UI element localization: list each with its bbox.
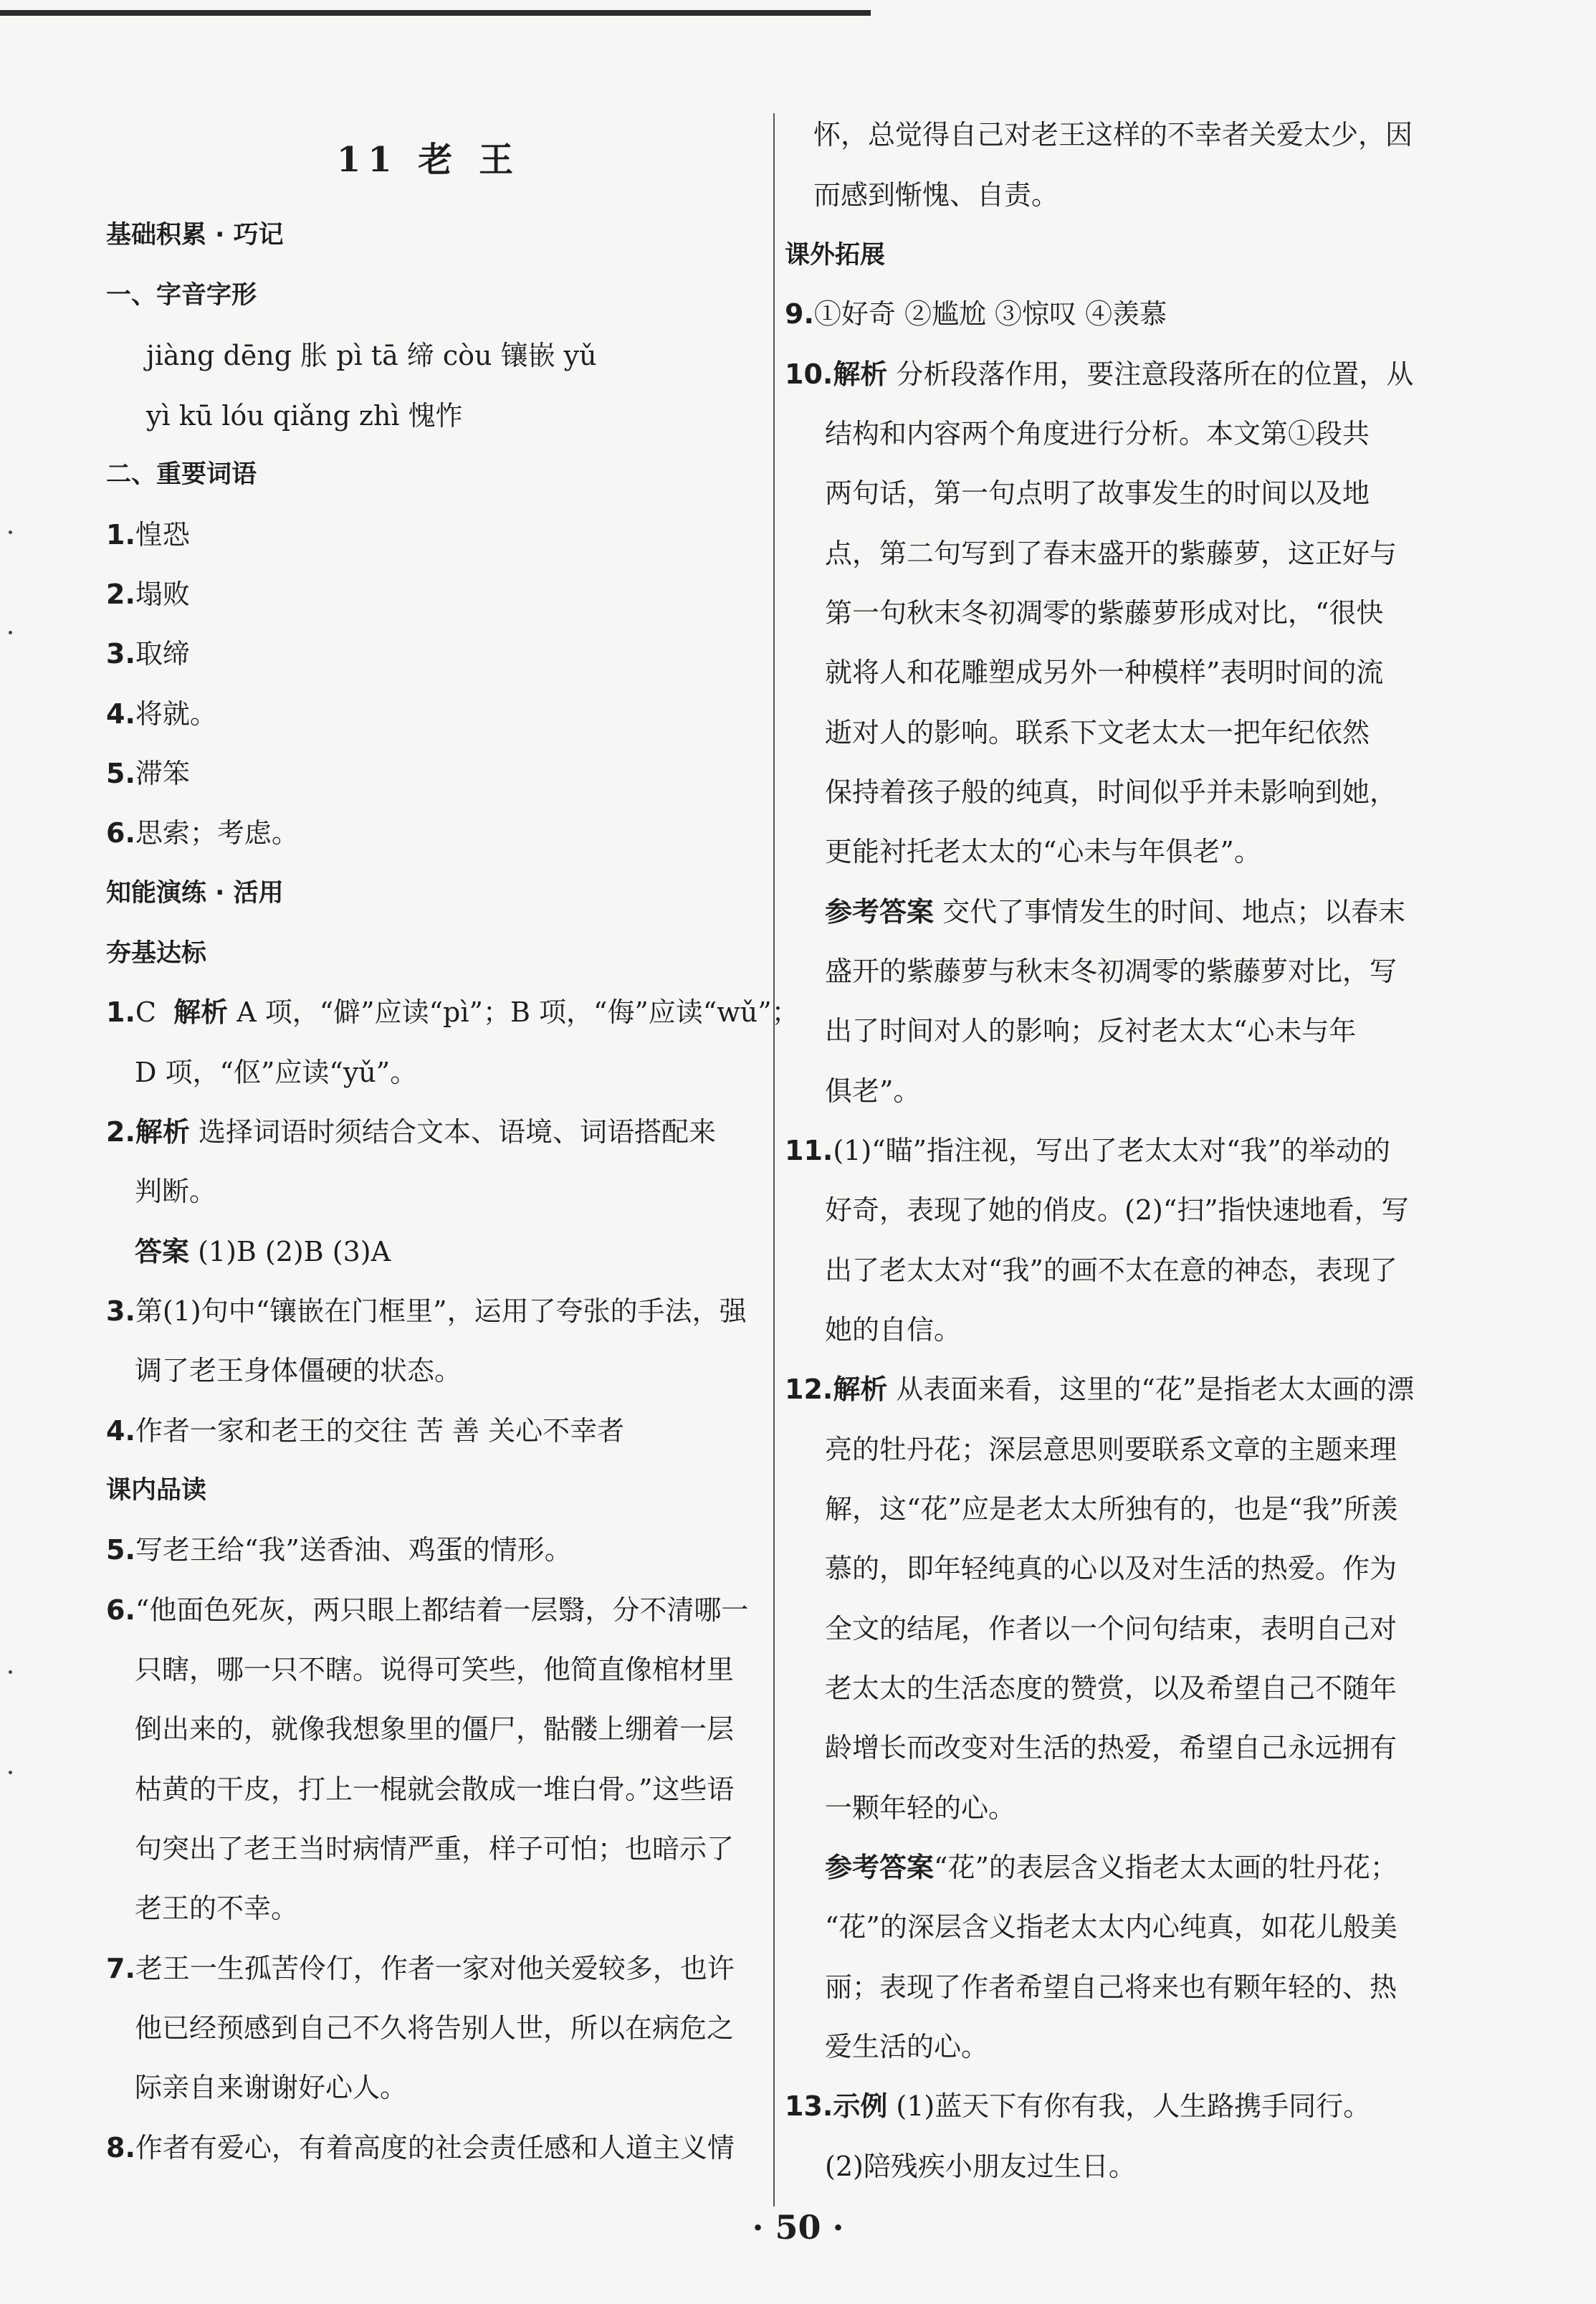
answer-line: 解，这“花”应是老太太所独有的，也是“我”所羡 bbox=[825, 1493, 1398, 1525]
answer-line: 调了老王身体僵硬的状态。 bbox=[135, 1355, 462, 1386]
pinyin-line: yì kū lóu qiǎng zhì 愧怍 bbox=[146, 400, 463, 432]
subsection-heading: 二、重要词语 bbox=[106, 460, 257, 489]
answer-line: “花”的深层含义指老太太内心纯真，如花儿般美 bbox=[825, 1911, 1397, 1943]
word-item: 1.惶恐 bbox=[106, 519, 190, 551]
column-divider bbox=[773, 113, 775, 2207]
answer-item: 7.老王一生孤苦伶仃，作者一家对他关爱较多，也许 bbox=[106, 1953, 735, 1984]
answer-line: 出了老太太对“我”的画不太在意的神态，表现了 bbox=[825, 1255, 1397, 1286]
answer-line: 就将人和花雕塑成另外一种模样”表明时间的流 bbox=[825, 657, 1384, 688]
answer-line: 丽；表现了作者希望自己将来也有颗年轻的、热 bbox=[825, 1971, 1397, 2003]
answer-line: 两句话，第一句点明了故事发生的时间以及地 bbox=[825, 477, 1370, 509]
subsection-heading: 一、字音字形 bbox=[106, 281, 257, 310]
answer-line: 全文的结尾，作者以一个问句结束，表明自己对 bbox=[825, 1613, 1397, 1644]
answer-line: 逝对人的影响。联系下文老太太一把年纪依然 bbox=[825, 717, 1370, 748]
answer-item: 10.解析 分析段落作用，要注意段落所在的位置，从 bbox=[785, 358, 1414, 390]
answer-line: 只瞎，哪一只不瞎。说得可笑些，他简直像棺材里 bbox=[135, 1654, 735, 1685]
answer-line: (2)陪残疾小朋友过生日。 bbox=[825, 2151, 1136, 2182]
word-item: 4.将就。 bbox=[106, 698, 217, 730]
answer-line: 好奇，表现了她的俏皮。(2)“扫”指快速地看，写 bbox=[825, 1194, 1409, 1226]
page-number: · 50 · bbox=[752, 2208, 844, 2247]
answer-line: 判断。 bbox=[135, 1176, 217, 1207]
answer-line: 爱生活的心。 bbox=[825, 2031, 989, 2062]
subsection-heading: 夯基达标 bbox=[106, 939, 207, 968]
answer-line: 他已经预感到自己不久将告别人世，所以在病危之 bbox=[135, 2012, 735, 2044]
answer-line: 盛开的紫藤萝与秋末冬初凋零的紫藤萝对比，写 bbox=[825, 956, 1397, 987]
answer-item: 11.(1)“瞄”指注视，写出了老太太对“我”的举动的 bbox=[785, 1135, 1390, 1166]
top-rule bbox=[0, 10, 871, 16]
answer-item: 8.作者有爱心，有着高度的社会责任感和人道主义情 bbox=[106, 2132, 735, 2163]
answer-line: 俱老”。 bbox=[825, 1075, 921, 1107]
answer-line: 而感到惭愧、自责。 bbox=[813, 179, 1059, 211]
answer-line: 慕的，即年轻纯真的心以及对生活的热爱。作为 bbox=[825, 1553, 1397, 1584]
subsection-heading: 课外拓展 bbox=[785, 241, 886, 270]
answer-line: D 项，“伛”应读“yǔ”。 bbox=[135, 1057, 418, 1088]
answer-item: 4.作者一家和老王的交往 苦 善 关心不幸者 bbox=[106, 1415, 625, 1447]
word-item: 3.取缔 bbox=[106, 638, 190, 670]
answer-line: 老王的不幸。 bbox=[135, 1893, 299, 1924]
answer-line: 老太太的生活态度的赞赏，以及希望自己不随年 bbox=[825, 1672, 1397, 1704]
answer-item: 6.“他面色死灰，两只眼上都结着一层翳，分不清哪一 bbox=[106, 1594, 749, 1626]
answer-item: 13.示例 (1)蓝天下有你有我，人生路携手同行。 bbox=[785, 2090, 1371, 2122]
word-item: 5.滞笨 bbox=[106, 758, 190, 789]
answer-item: 3.第(1)句中“镶嵌在门框里”，运用了夸张的手法，强 bbox=[106, 1295, 747, 1327]
pinyin-line: jiàng dēng 胀 pì tā 缔 còu 镶嵌 yǔ bbox=[146, 340, 597, 371]
answer-line: 答案 (1)B (2)B (3)A bbox=[135, 1236, 391, 1267]
answer-item: 12.解析 从表面来看，这里的“花”是指老太太画的漂 bbox=[785, 1374, 1415, 1405]
answer-item: 1.C 解析 A 项，“僻”应读“pì”；B 项，“侮”应读“wǔ”； bbox=[106, 996, 799, 1028]
answer-line: 龄增长而改变对生活的热爱，希望自己永远拥有 bbox=[825, 1732, 1397, 1763]
lesson-title: 11 老 王 bbox=[336, 140, 521, 180]
answer-line: 更能衬托老太太的“心未与年俱老”。 bbox=[825, 836, 1261, 867]
margin-mark bbox=[9, 1771, 12, 1774]
answer-line: 怀，总觉得自己对老王这样的不幸者关爱太少，因 bbox=[813, 119, 1413, 151]
margin-mark bbox=[9, 631, 12, 634]
section-heading: 知能演练 · 活用 bbox=[106, 879, 284, 908]
word-item: 2.塌败 bbox=[106, 579, 190, 610]
answer-line: 出了时间对人的影响；反衬老太太“心未与年 bbox=[825, 1015, 1357, 1047]
answer-item: 5.写老王给“我”送香油、鸡蛋的情形。 bbox=[106, 1534, 572, 1566]
margin-mark bbox=[9, 1670, 12, 1674]
answer-line: 参考答案 交代了事情发生的时间、地点；以春末 bbox=[825, 896, 1406, 928]
word-item: 6.思索；考虑。 bbox=[106, 817, 299, 849]
answer-line: 点，第二句写到了春末盛开的紫藤萝，这正好与 bbox=[825, 538, 1397, 569]
answer-line: 亮的牡丹花；深层意思则要联系文章的主题来理 bbox=[825, 1434, 1397, 1465]
answer-line: 第一句秋末冬初凋零的紫藤萝形成对比，“很快 bbox=[825, 597, 1384, 629]
answer-line: 参考答案“花”的表层含义指老太太画的牡丹花； bbox=[825, 1852, 1397, 1883]
answer-line: 枯黄的干皮，打上一棍就会散成一堆白骨。”这些语 bbox=[135, 1774, 735, 1805]
answer-line: 一颗年轻的心。 bbox=[825, 1792, 1016, 1824]
answer-line: 句突出了老王当时病情严重，样子可怕；也暗示了 bbox=[135, 1833, 735, 1865]
answer-item: 2.解析 选择词语时须结合文本、语境、词语搭配来 bbox=[106, 1116, 716, 1148]
subsection-heading: 课内品读 bbox=[106, 1476, 207, 1505]
answer-line: 倒出来的，就像我想象里的僵尸，骷髅上绷着一层 bbox=[135, 1713, 735, 1745]
answer-line: 际亲自来谢谢好心人。 bbox=[135, 2072, 408, 2103]
answer-line: 她的自信。 bbox=[825, 1314, 962, 1346]
answer-line: 结构和内容两个角度进行分析。本文第①段共 bbox=[825, 418, 1370, 449]
section-heading: 基础积累 · 巧记 bbox=[106, 221, 284, 249]
answer-line: 保持着孩子般的纯真，时间似乎并未影响到她， bbox=[825, 776, 1397, 808]
answer-item: 9.①好奇 ②尴尬 ③惊叹 ④羡慕 bbox=[785, 298, 1167, 330]
margin-mark bbox=[9, 530, 12, 534]
